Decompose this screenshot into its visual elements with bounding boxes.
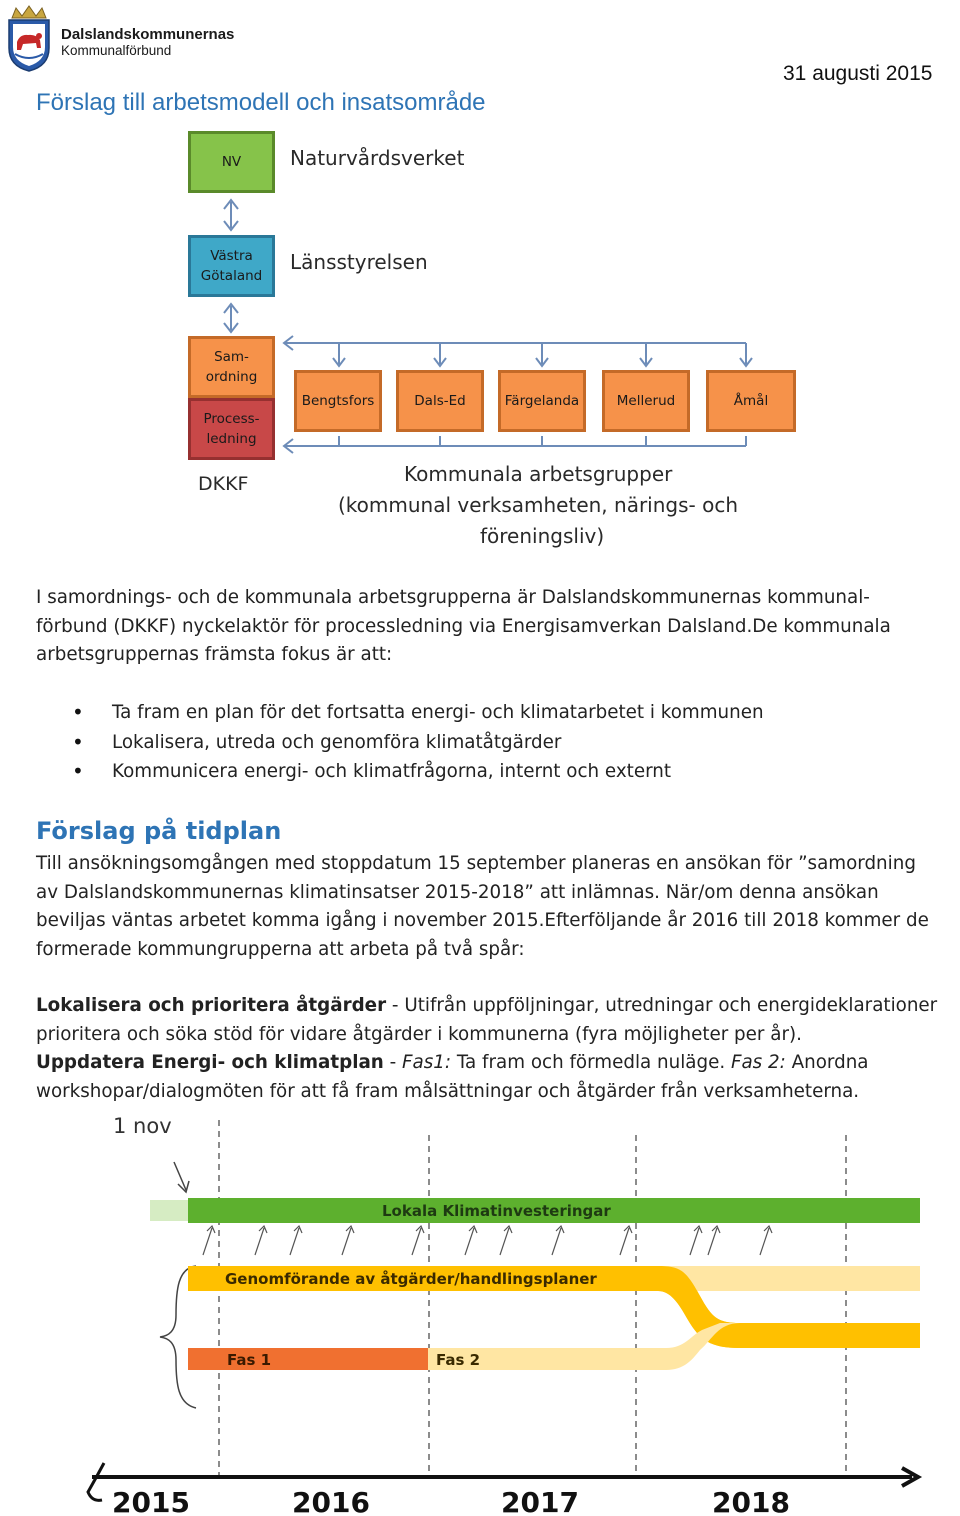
- year-label: 2018: [712, 1486, 790, 1516]
- fas1-bar-label: Fas 1: [227, 1351, 272, 1369]
- paragraph-line: formerade kommungrupperna att arbeta på två spår:: [36, 938, 525, 960]
- vg-box-line2: Götaland: [200, 268, 263, 284]
- schedule-paragraph: [36, 850, 951, 964]
- investments-bar-label: Lokala Klimatinvesteringar: [382, 1202, 611, 1220]
- track1-line2: prioritera och söka stöd för vidare åtgärder i kommunerna (fyra möjligheter per år).: [36, 1023, 802, 1045]
- org-subtitle: Kommunalförbund: [61, 43, 172, 58]
- investment-arrows: [203, 1226, 772, 1255]
- intro-line: förbund (DKKF) nyckelaktör för processledning via Energisamverkan Dalsland.De kommunala: [36, 615, 891, 637]
- groups-label-line3: föreningsliv): [480, 524, 605, 548]
- fas2-label: Fas 2:: [730, 1052, 786, 1073]
- fas1-label: Fas1:: [402, 1052, 452, 1073]
- page-title: Förslag till arbetsmodell och insatsområde: [36, 89, 486, 116]
- timeline-diagram: [0, 1105, 960, 1516]
- org-name: Dalslandskommunernas: [61, 26, 235, 43]
- municipality-label: Åmål: [733, 393, 769, 409]
- groups-label-line2: (kommunal verksamheten, närings- och: [338, 493, 738, 517]
- document-date: 31 augusti 2015: [783, 62, 933, 85]
- tracks-paragraph: [36, 992, 951, 1106]
- intro-line: arbetsgruppernas främsta fokus är att:: [36, 644, 393, 665]
- paragraph-line: Till ansökningsomgången med stoppdatum 15 september planeras en ansökan för ”samordning: [36, 853, 916, 874]
- samordning-line1: Sam-: [214, 349, 249, 365]
- focus-list: [36, 698, 916, 787]
- municipality-label: Mellerud: [616, 393, 676, 409]
- dkkf-label: DKKF: [198, 473, 249, 495]
- track2-dash: -: [383, 1052, 403, 1073]
- diagram-connectors: [0, 0, 960, 560]
- year-label: 2015: [112, 1486, 190, 1516]
- list-item: • Ta fram en plan för det fortsatta energi- och klimatarbetet i kommunen: [36, 698, 916, 728]
- timeline-start-label: 1 nov: [113, 1114, 172, 1138]
- fas1-text: Ta fram och förmedla nuläge.: [451, 1052, 731, 1073]
- track2-title: Uppdatera Energi- och klimatplan: [36, 1052, 384, 1073]
- year-label: 2016: [292, 1486, 370, 1516]
- track2-line1: [36, 1049, 951, 1078]
- section-heading: Förslag på tidplan: [36, 817, 282, 845]
- track1-title: Lokalisera och prioritera åtgärder: [36, 995, 387, 1016]
- intro-line: I samordnings- och de kommunala arbetsgrupperna är Dalslandskommunernas kommunal-: [36, 587, 870, 608]
- groups-label-line1: Kommunala arbetsgrupper: [404, 462, 673, 486]
- municipality-label: Dals-Ed: [414, 393, 466, 409]
- implementation-bar-label: Genomförande av åtgärder/handlingsplaner: [225, 1270, 597, 1288]
- nv-box-label: NV: [221, 154, 242, 170]
- intro-paragraph: [36, 584, 936, 670]
- municipality-label: Bengtsfors: [301, 393, 375, 409]
- fas2-text: Anordna: [785, 1052, 869, 1073]
- vg-label: Länsstyrelsen: [290, 250, 428, 274]
- paragraph-line: beviljas väntas arbetet komma igång i november 2015.Efterföljande år 2016 till 2018 kommer de: [36, 910, 929, 931]
- fas2-bar-label: Fas 2: [436, 1351, 481, 1369]
- municipality-label: Färgelanda: [504, 393, 580, 409]
- track1-text: - Utifrån uppföljningar, utredningar och energideklarationer: [386, 995, 938, 1016]
- vg-box-line1: Västra: [210, 248, 253, 264]
- paragraph-line: av Dalslandskommunernas klimatinsatser 2015-2018” att inlämnas. När/om denna ansökan: [36, 881, 879, 903]
- track2-line2: workshopar/dialogmöten för att få fram målsättningar och åtgärder från verksamheterna.: [36, 1080, 860, 1102]
- year-label: 2017: [501, 1486, 579, 1516]
- processledning-line2: ledning: [206, 431, 257, 447]
- list-item: • Kommunicera energi- och klimatfrågorna, internt och externt: [36, 757, 916, 787]
- track1-line1: [36, 992, 951, 1021]
- nv-label: Naturvårdsverket: [290, 146, 465, 170]
- samordning-line2: ordning: [205, 369, 258, 385]
- processledning-line1: Process-: [203, 411, 260, 427]
- list-item: • Lokalisera, utreda och genomföra klimatåtgärder: [36, 728, 916, 758]
